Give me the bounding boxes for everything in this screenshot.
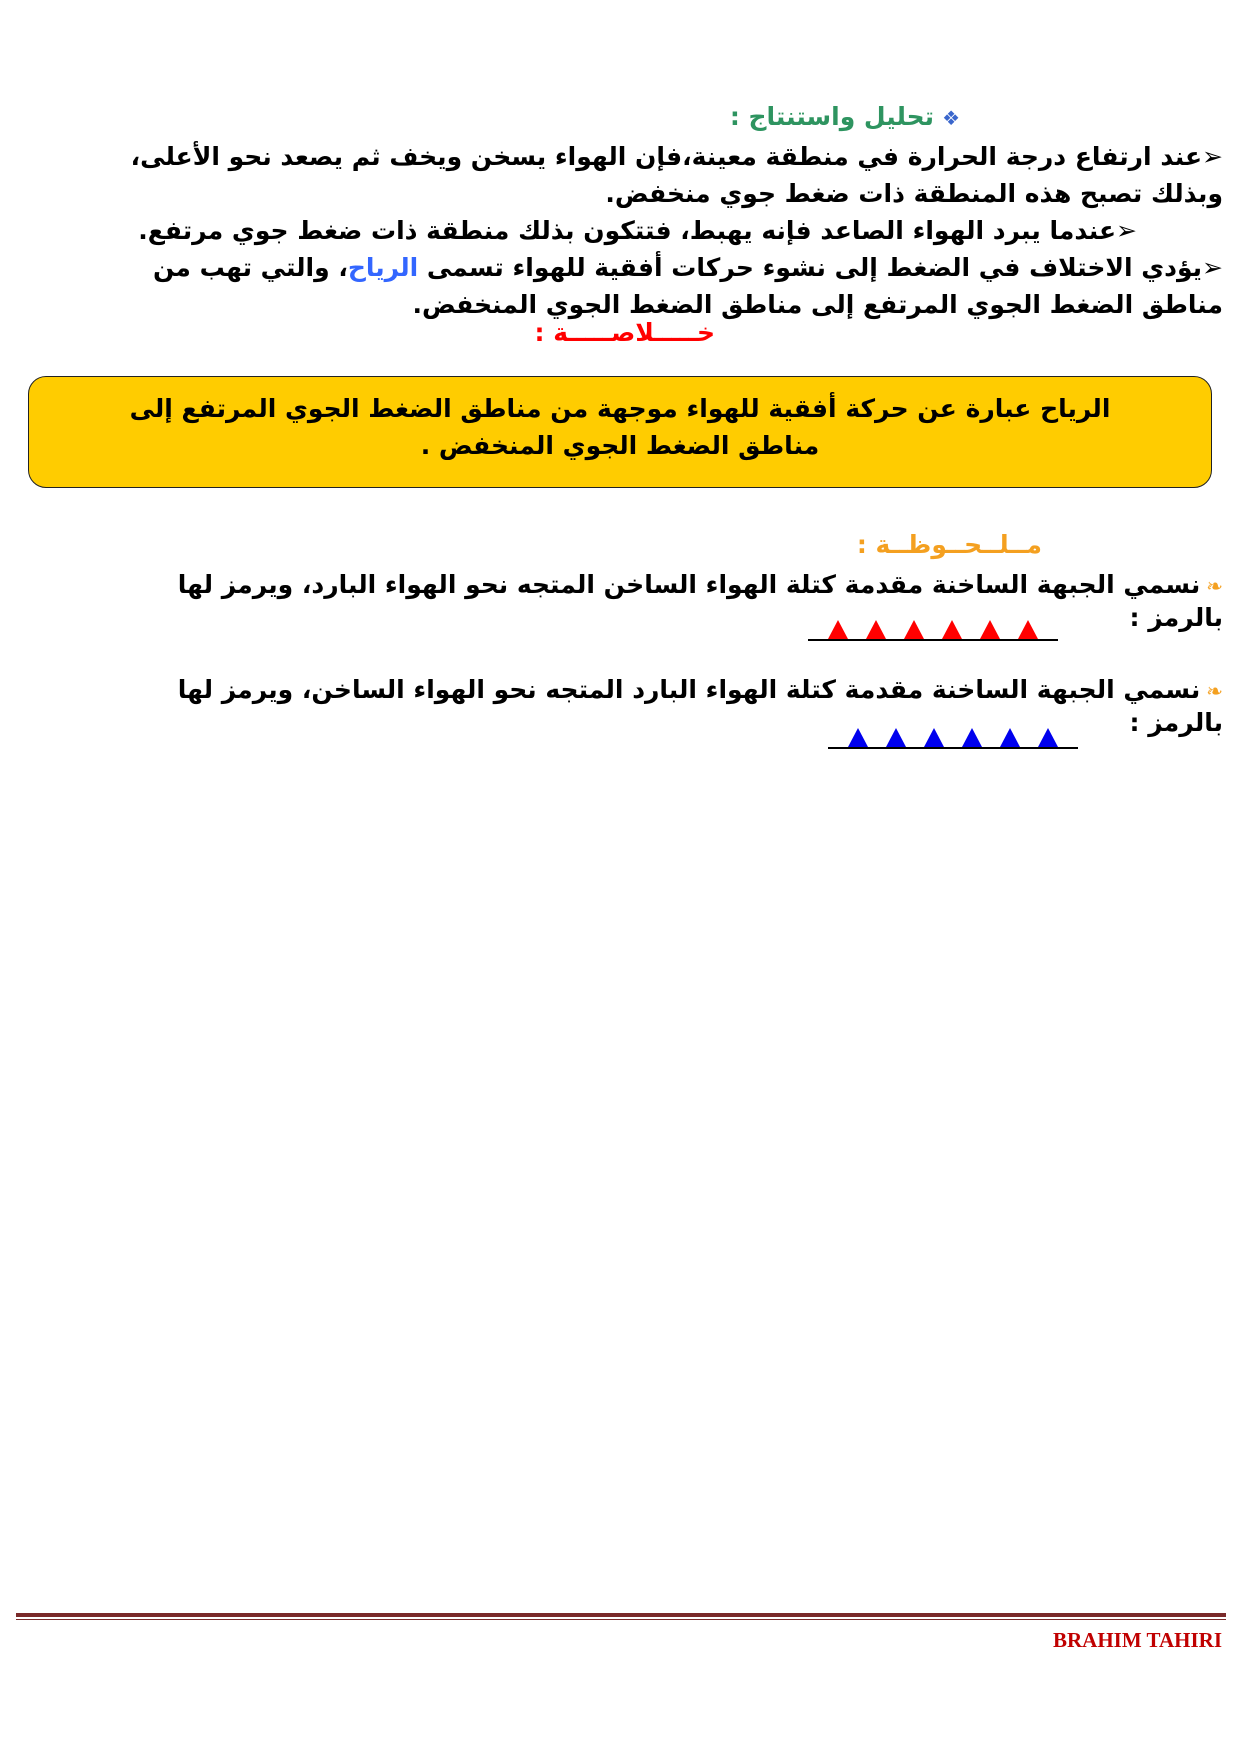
analysis-paragraph-1 bbox=[18, 138, 1223, 212]
footer-rule-thick bbox=[16, 1613, 1226, 1617]
cold-front-triangle bbox=[886, 728, 906, 747]
analysis-p3-line2: مناطق الضغط الجوي المرتفع إلى مناطق الضغط الجوي المنخفض. bbox=[412, 290, 1223, 319]
warm-front-triangle bbox=[980, 620, 1000, 639]
wind-term-highlight: الرياح bbox=[347, 253, 419, 282]
warm-front-triangle bbox=[866, 620, 886, 639]
cold-symbol-label: بالرمز : bbox=[1129, 708, 1223, 737]
analysis-heading bbox=[260, 102, 960, 131]
author-name: BRAHIM TAHIRI bbox=[1053, 1628, 1222, 1652]
warm-front-note bbox=[20, 566, 1223, 605]
summary-line-2: مناطق الضغط الجوي المنخفض . bbox=[420, 431, 820, 460]
summary-box bbox=[28, 376, 1212, 488]
cold-front-triangle bbox=[962, 728, 982, 747]
cold-front-triangle bbox=[848, 728, 868, 747]
warm-symbol-label: بالرمز : bbox=[1129, 603, 1223, 632]
cold-front-text: نسمي الجبهة الساخنة مقدمة كتلة الهواء البارد المتجه نحو الهواء الساخن، ويرمز لها bbox=[177, 675, 1201, 704]
footer-rule-thin bbox=[16, 1619, 1226, 1620]
diamond-bullet-icon: ❖ bbox=[942, 106, 960, 130]
summary-line-1: الرياح عبارة عن حركة أفقية للهواء موجهة من مناطق الضغط الجوي المرتفع إلى bbox=[129, 394, 1111, 423]
analysis-p2: عندما يبرد الهواء الصاعد فإنه يهبط، فتتكون بذلك منطقة ذات ضغط جوي مرتفع. bbox=[138, 216, 1117, 245]
warm-front-text: نسمي الجبهة الساخنة مقدمة كتلة الهواء الساخن المتجه نحو الهواء البارد، ويرمز لها bbox=[177, 570, 1201, 599]
summary-title: خـــــلاصـــــة : bbox=[534, 318, 715, 347]
warm-front-symbol bbox=[808, 610, 1068, 646]
warm-front-triangle bbox=[828, 620, 848, 639]
cold-front-symbol bbox=[828, 718, 1088, 754]
cold-front-triangle bbox=[1038, 728, 1058, 747]
note-title: مــلــحــوظــة : bbox=[856, 530, 1042, 559]
leaf-bullet-icon: ❧ bbox=[1206, 679, 1223, 703]
arrowhead-bullet-icon: ➢ bbox=[1202, 142, 1223, 171]
analysis-title: تحليل واستنتاج : bbox=[729, 102, 935, 131]
analysis-p1-line2: وبذلك تصبح هذه المنطقة ذات ضغط جوي منخفض. bbox=[605, 179, 1223, 208]
analysis-paragraph-2 bbox=[17, 212, 1137, 249]
cold-front-triangle bbox=[1000, 728, 1020, 747]
analysis-paragraph-3 bbox=[18, 249, 1223, 323]
analysis-p3-start: يؤدي الاختلاف في الضغط إلى نشوء حركات أفقية للهواء تسمى bbox=[418, 253, 1203, 282]
warm-front-triangle bbox=[904, 620, 924, 639]
leaf-bullet-icon: ❧ bbox=[1206, 574, 1223, 598]
cold-front-triangle bbox=[924, 728, 944, 747]
cold-front-note bbox=[20, 671, 1223, 710]
analysis-p1-line1: عند ارتفاع درجة الحرارة في منطقة معينة،فإن الهواء يسخن ويخف ثم يصعد نحو الأعلى، bbox=[130, 142, 1203, 171]
arrowhead-bullet-icon: ➢ bbox=[1116, 216, 1137, 245]
warm-front-triangle bbox=[942, 620, 962, 639]
arrowhead-bullet-icon: ➢ bbox=[1202, 253, 1223, 282]
analysis-p3-end: ، والتي تهب من bbox=[152, 253, 348, 282]
warm-front-triangle bbox=[1018, 620, 1038, 639]
